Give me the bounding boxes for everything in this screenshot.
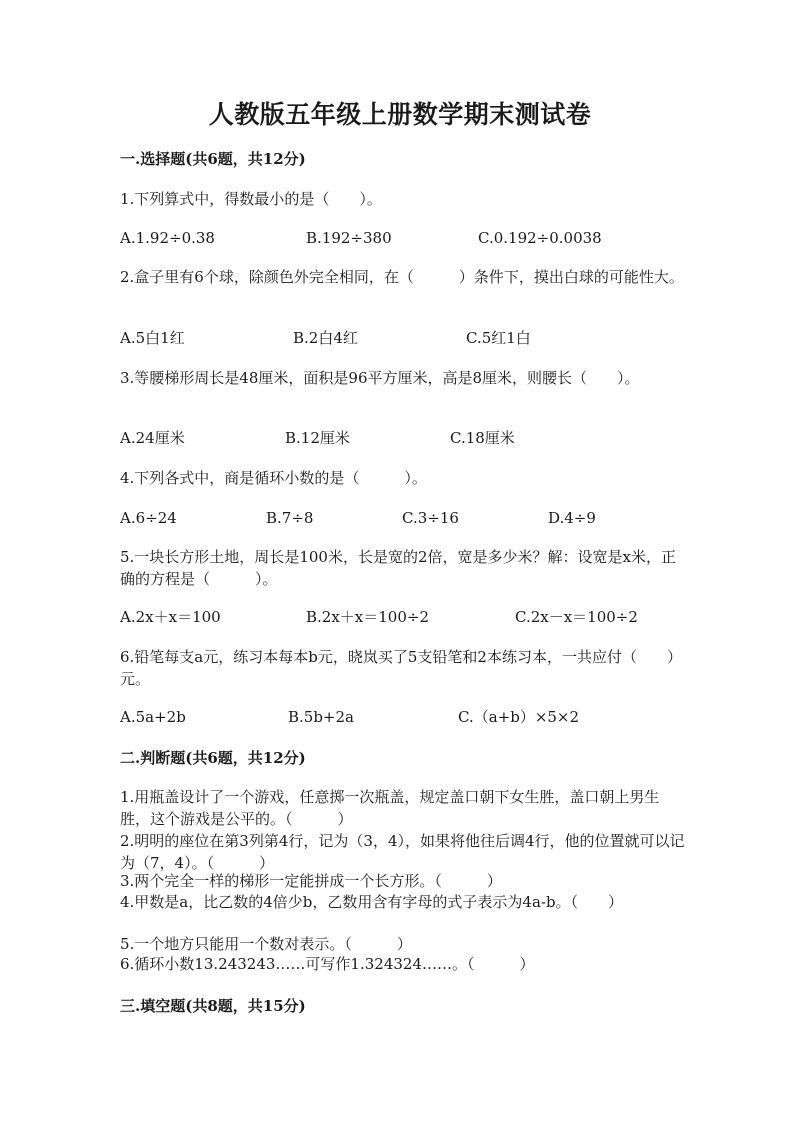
option-b: B.192÷380 (306, 229, 392, 247)
option-b: B.2x＋x＝100÷2 (306, 608, 429, 626)
option-a: A.2x＋x＝100 (120, 608, 221, 626)
option-b: B.5b+2a (288, 708, 354, 726)
choice-options-4 (120, 507, 720, 529)
judge-question-2: 2.明明的座位在第3列第4行，记为（3，4），如果将他往后调4行，他的位置就可以记为（7，4）。（ ） (120, 832, 685, 872)
section-heading-fill: 三.填空题(共8题，共15分) (120, 997, 306, 1015)
choice-options-1 (120, 227, 720, 249)
choice-options-3 (120, 427, 720, 449)
choice-question-1: 1.下列算式中，得数最小的是（ ）。 (120, 190, 382, 208)
choice-question-6: 6.铅笔每支a元，练习本每本b元，晓岚买了5支铅笔和2本练习本，一共应付（ ）元。 (120, 648, 682, 688)
page-title: 人教版五年级上册数学期末测试卷 (208, 100, 592, 129)
choice-question-3: 3.等腰梯形周长是48厘米，面积是96平方厘米，高是8厘米，则腰长（ ）。 (120, 369, 640, 387)
choice-question-4: 4.下列各式中，商是循环小数的是（ ）。 (120, 469, 427, 487)
choice-question-2: 2.盒子里有6个球，除颜色外完全相同，在（ ）条件下，摸出白球的可能性大。 (120, 268, 684, 286)
judge-question-5: 5.一个地方只能用一个数对表示。（ ） (120, 935, 412, 953)
option-a: A.5白1红 (120, 329, 185, 347)
section-heading-choice: 一.选择题(共6题，共12分) (120, 150, 306, 168)
choice-options-5 (120, 606, 720, 628)
option-a: A.5a+2b (120, 708, 186, 726)
judge-question-1: 1.用瓶盖设计了一个游戏，任意掷一次瓶盖，规定盖口朝下女生胜，盖口朝上男生胜，这个游戏是公平的。（ ） (120, 788, 660, 828)
option-a: A.6÷24 (120, 509, 177, 527)
option-b: B.2白4红 (293, 329, 358, 347)
option-a: A.1.92÷0.38 (120, 229, 215, 247)
section-heading-judge: 二.判断题(共6题，共12分) (120, 749, 306, 767)
option-c: C.2x－x＝100÷2 (515, 608, 638, 626)
option-b: B.12厘米 (285, 429, 350, 447)
option-c: C.18厘米 (450, 429, 515, 447)
option-d: D.4÷9 (548, 509, 596, 527)
choice-options-2 (120, 327, 720, 349)
option-c: C.0.192÷0.0038 (478, 229, 602, 247)
judge-question-4: 4.甲数是a，比乙数的4倍少b，乙数用含有字母的式子表示为4a-b。（ ） (120, 893, 624, 911)
option-a: A.24厘米 (120, 429, 185, 447)
judge-question-6: 6.循环小数13.243243……可写作1.324324……。（ ） (120, 955, 535, 973)
option-b: B.7÷8 (266, 509, 314, 527)
judge-question-3: 3.两个完全一样的梯形一定能拼成一个长方形。（ ） (120, 872, 502, 890)
choice-options-6 (120, 706, 720, 728)
option-c: C.5红1白 (466, 329, 531, 347)
option-c: C.3÷16 (402, 509, 459, 527)
choice-question-5: 5.一块长方形土地，周长是100米，长是宽的2倍，宽是多少米？解：设宽是x米，正确的方程是（ ）。 (120, 548, 676, 588)
option-c: C.（a+b）×5×2 (458, 708, 580, 726)
